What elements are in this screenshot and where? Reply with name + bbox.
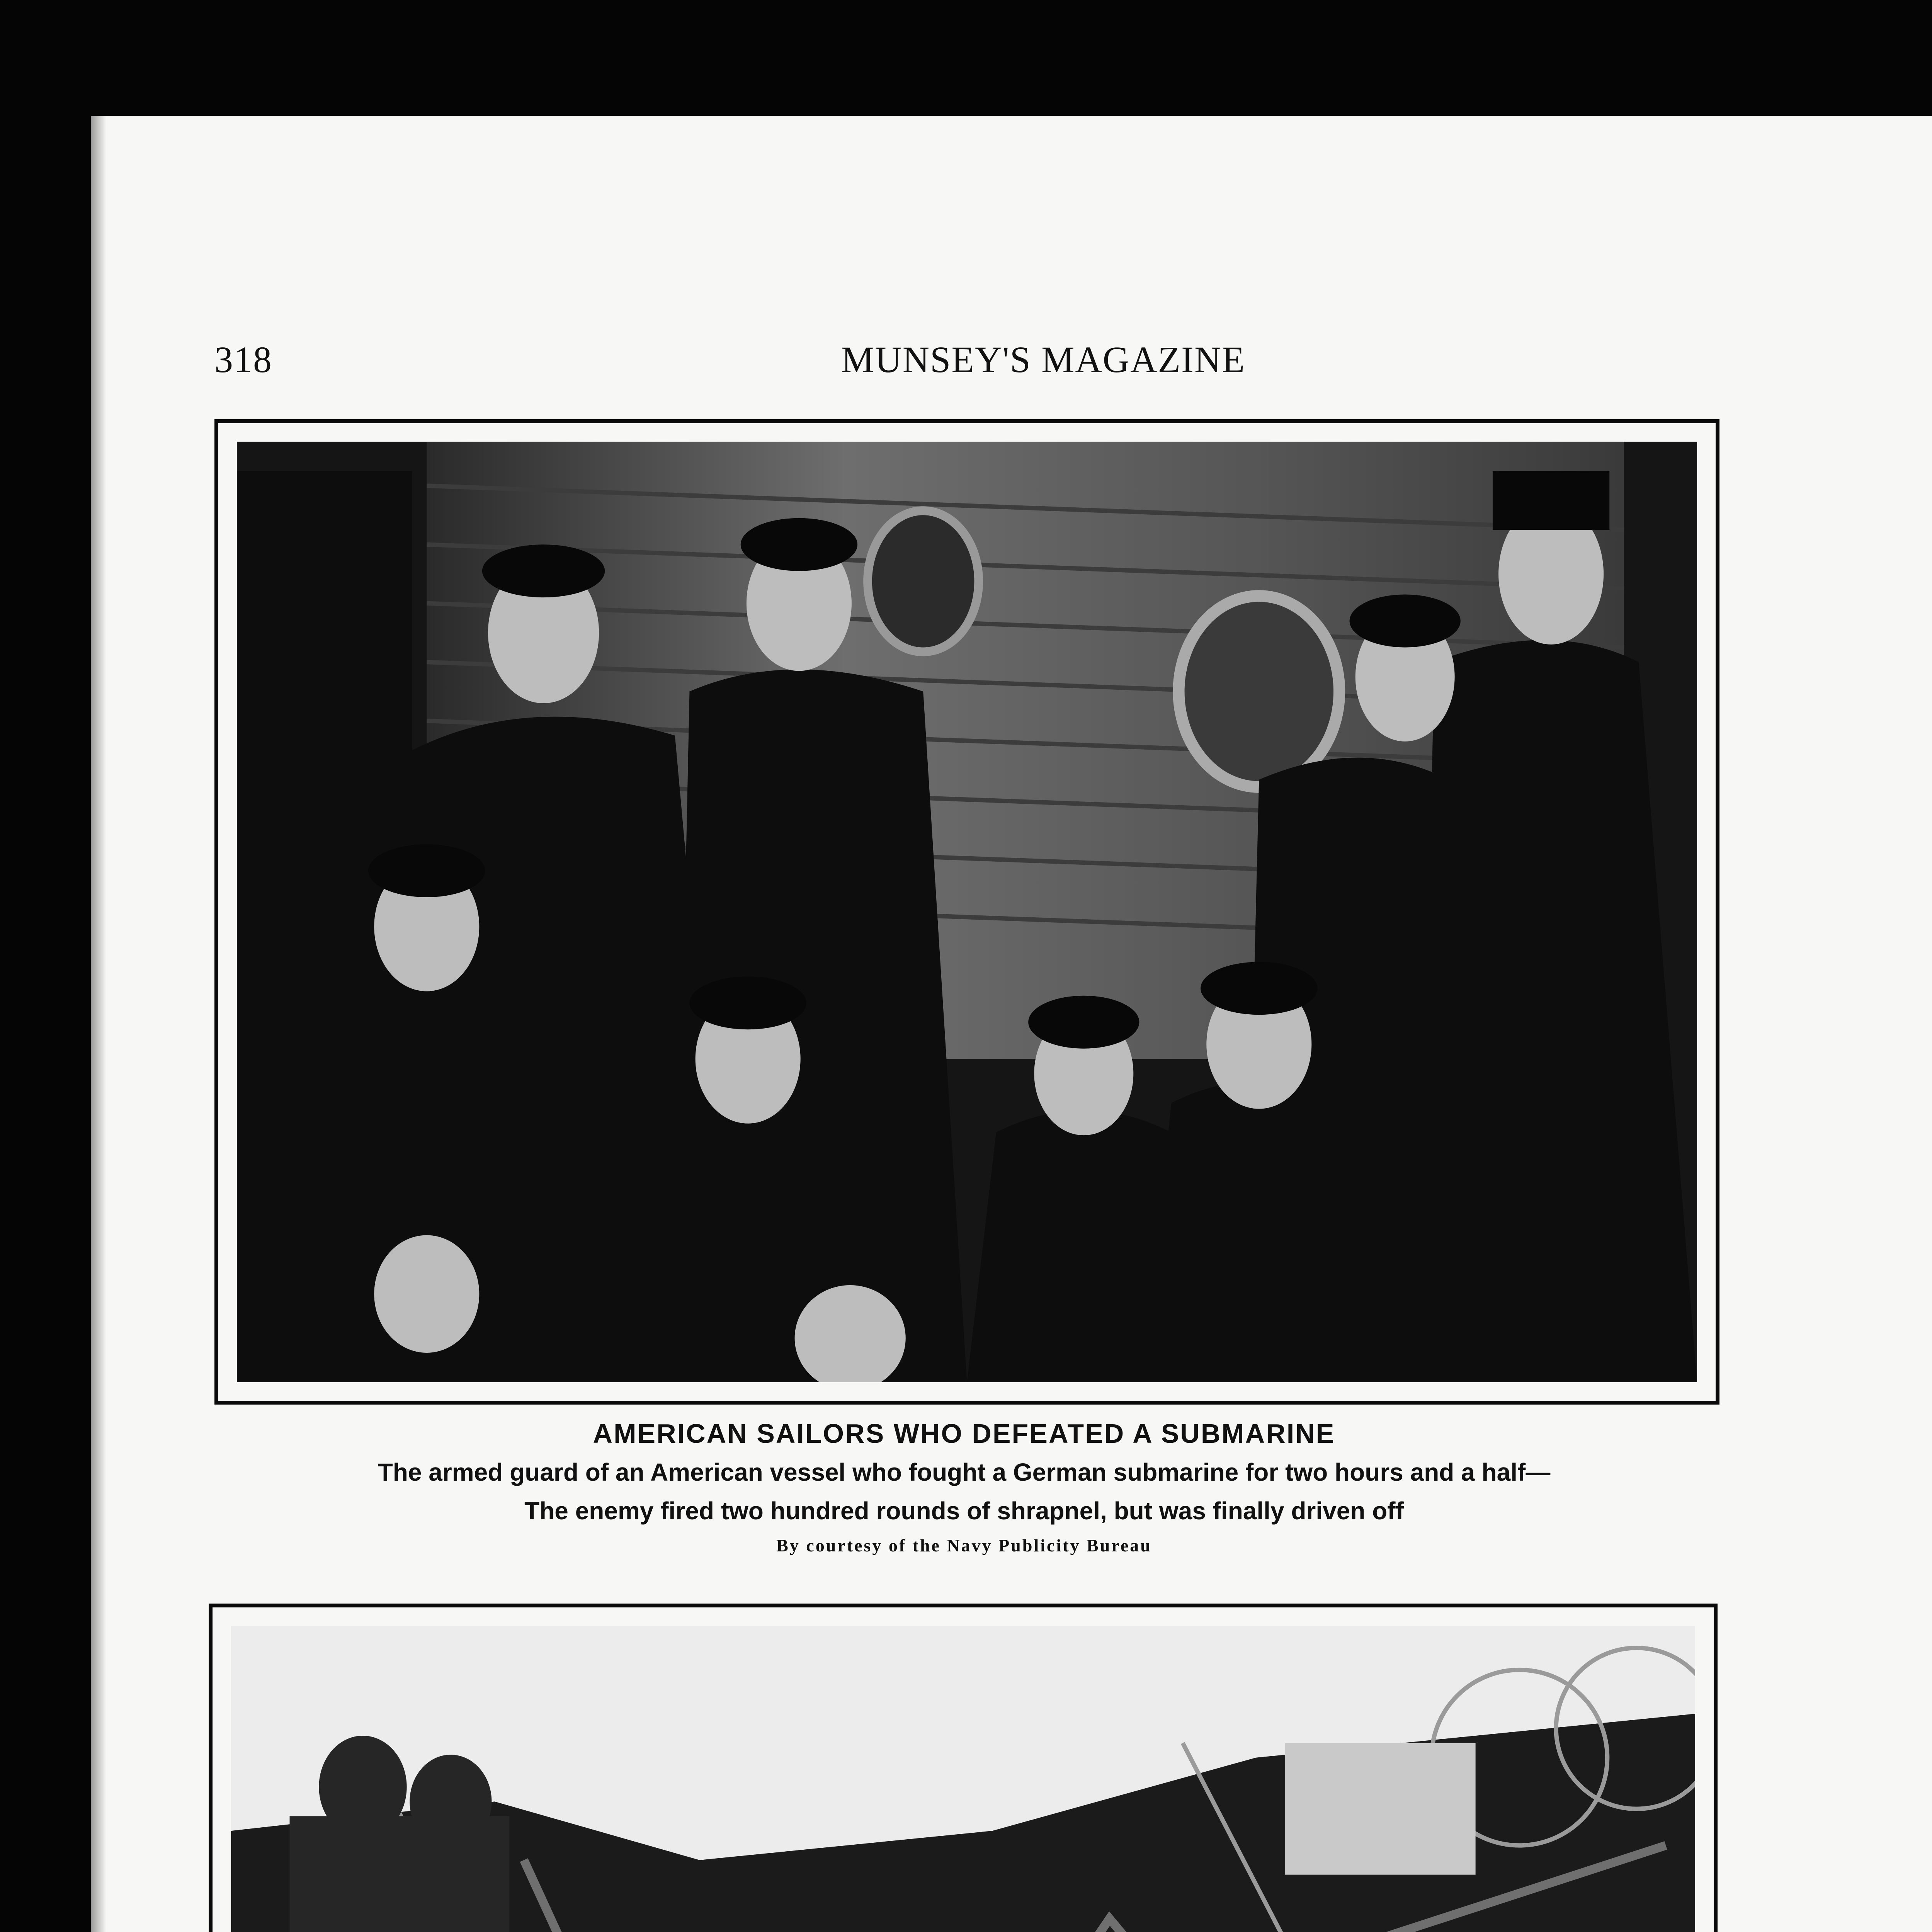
photo-wreck-image (231, 1626, 1695, 1932)
caption-line: The enemy fired two hundred rounds of shrapnel, but was finally driven off (524, 1497, 1404, 1525)
page-binding-shadow (91, 116, 106, 1932)
page-number: 318 (214, 339, 272, 380)
photo-sailors-image (237, 442, 1697, 1382)
photo-frame-wreck (209, 1604, 1718, 1932)
photo-sailors (237, 442, 1697, 1382)
caption-title: AMERICAN SAILORS WHO DEFEATED A SUBMARINE (593, 1418, 1335, 1449)
photo-credit: By courtesy of the Navy Publicity Bureau (776, 1536, 1152, 1555)
photo-frame-sailors (214, 419, 1719, 1405)
photo-wreck (231, 1626, 1695, 1932)
caption-line: The armed guard of an American vessel who fought a German submarine for two hours and a half— (378, 1458, 1551, 1486)
caption-sailors (209, 1414, 1719, 1561)
running-head: MUNSEY'S MAGAZINE (841, 339, 1245, 380)
